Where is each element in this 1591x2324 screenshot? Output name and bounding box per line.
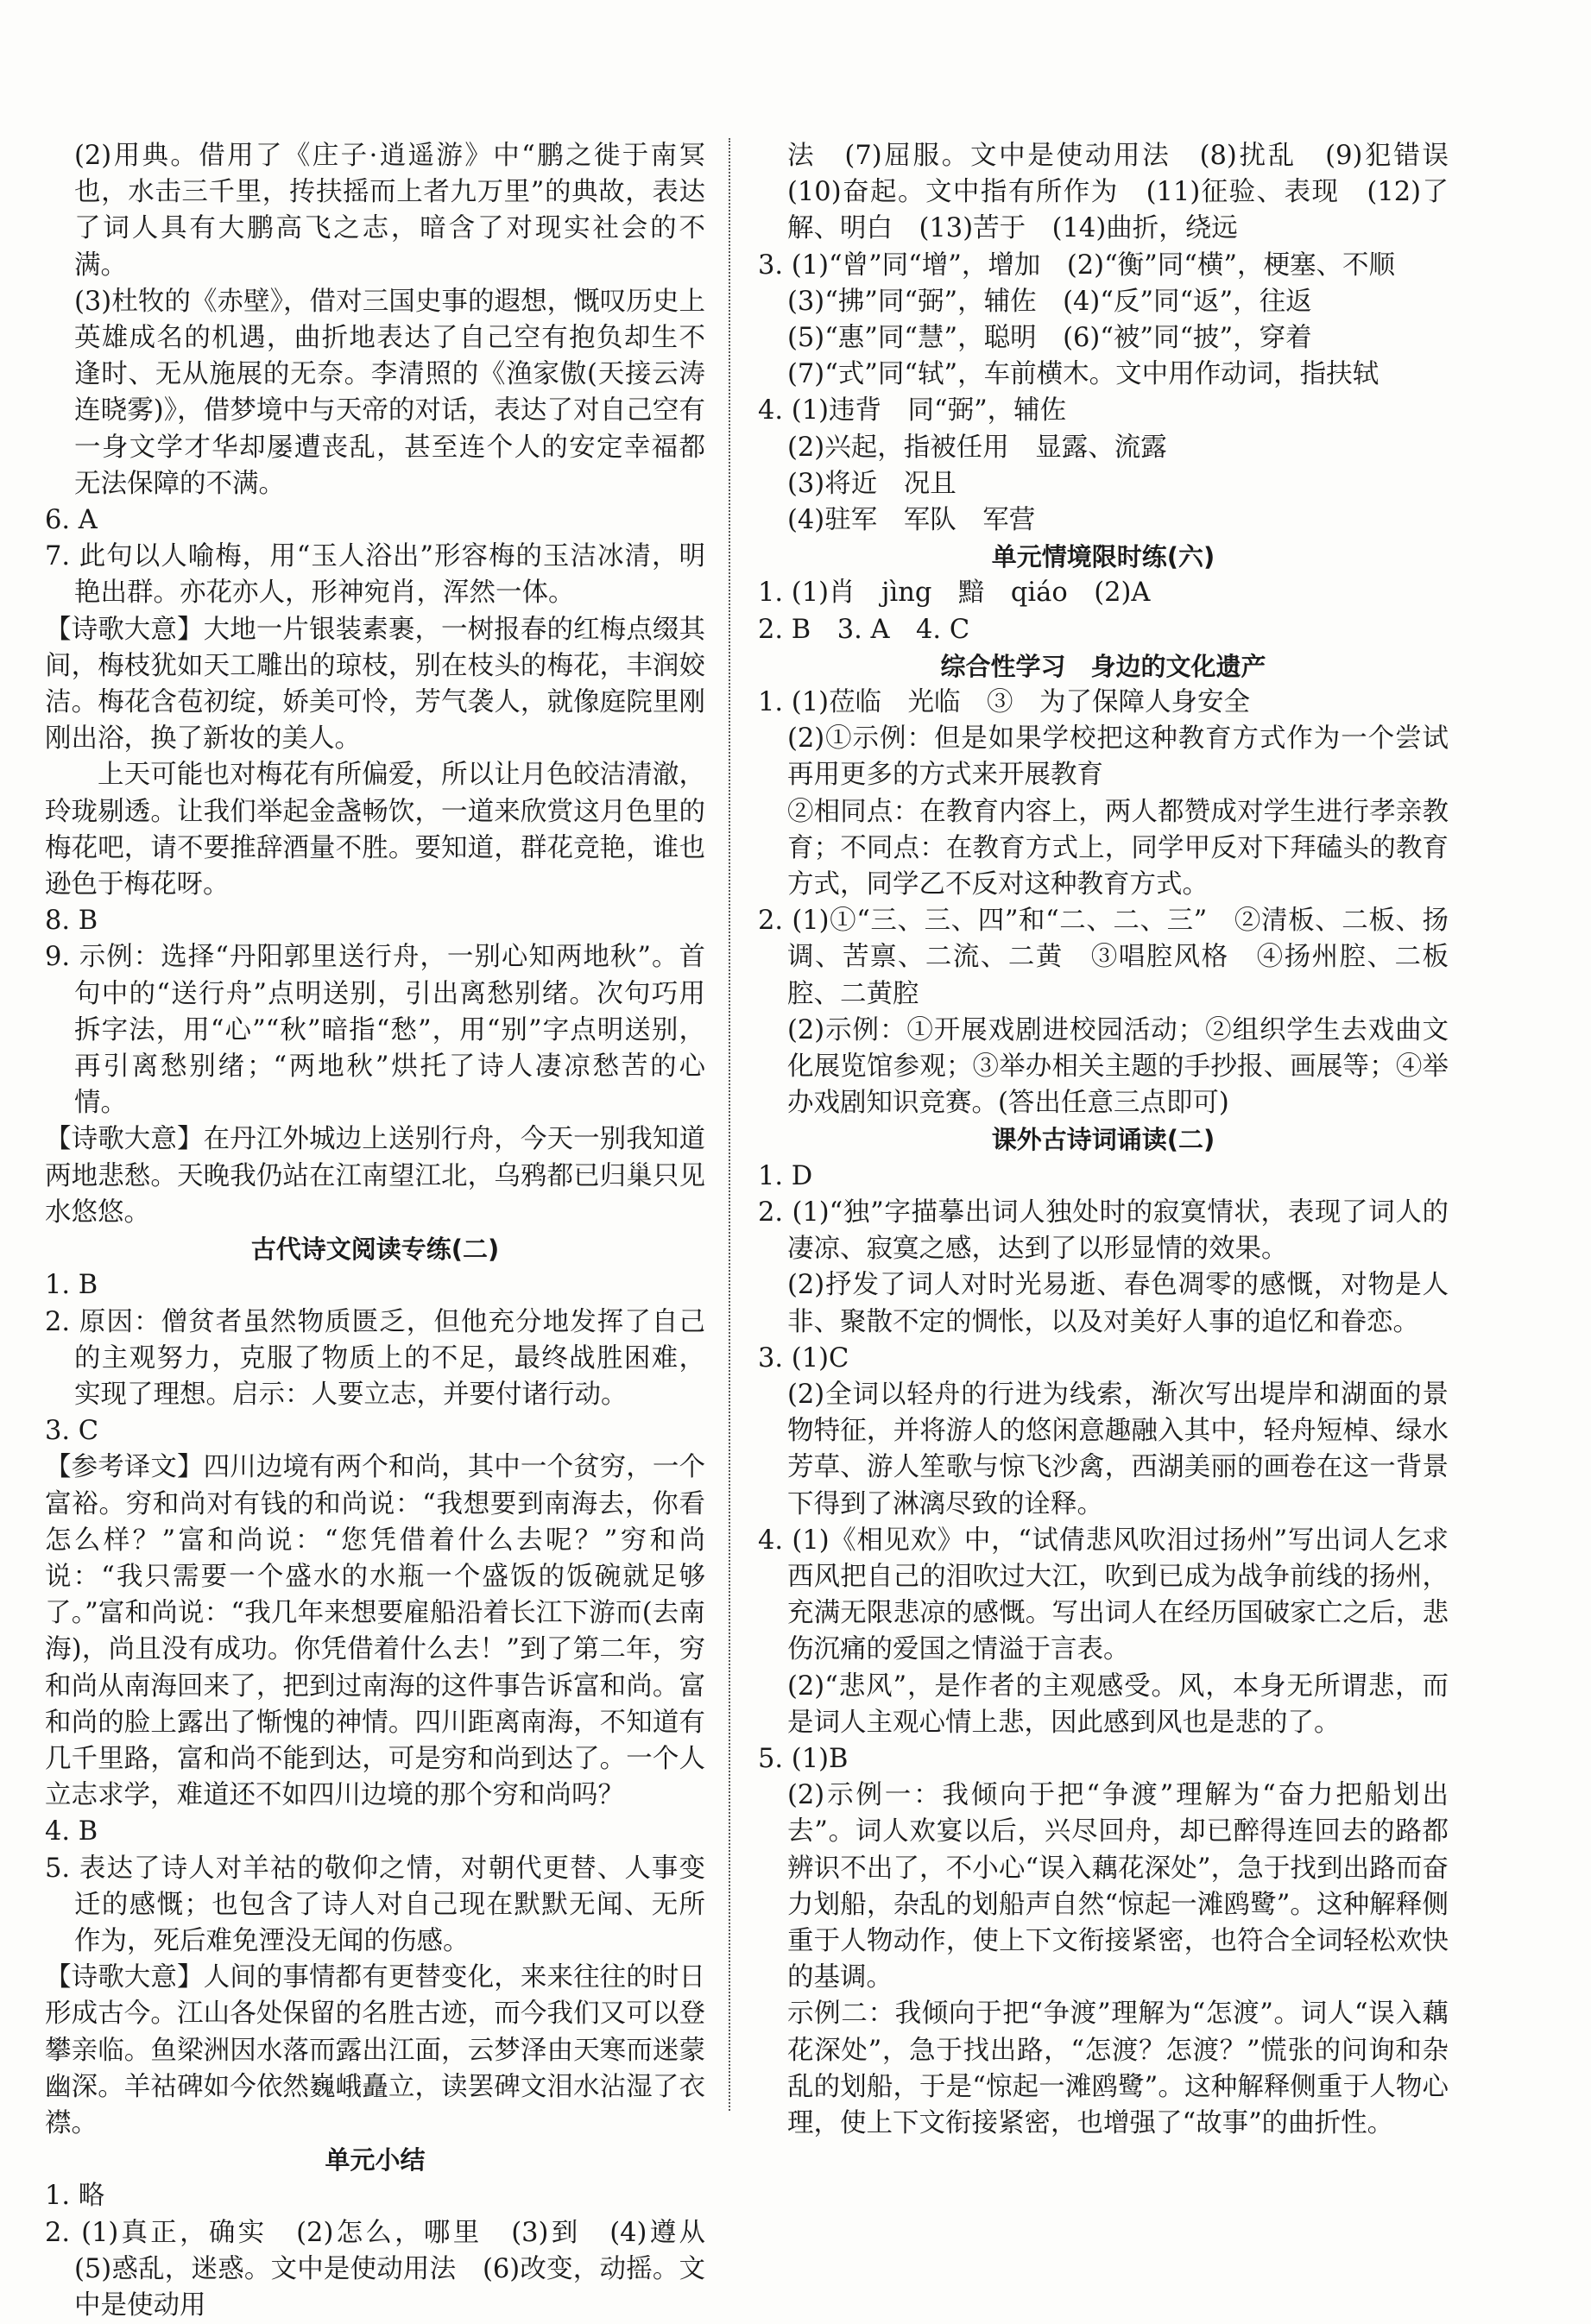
answer-paragraph: 9. 示例：选择“丹阳郭里送行舟，一别心知两地秋”。首句中的“送行舟”点明送别，引出离愁别绪。次句巧用拆字法，用“心”“秋”暗指“愁”，用“别”字点明送别，再引离愁别绪；“两地秋”烘托了诗人凄凉愁苦的心情。 (45, 942, 705, 1119)
answer-paragraph: 1. 略 (45, 2181, 105, 2212)
section-heading: 单元小结 (325, 2145, 426, 2176)
answer-paragraph: (3)将近 况且 (787, 468, 956, 499)
section-heading: 古代诗文阅读专练(二) (250, 1235, 500, 1265)
answer-paragraph: 【诗歌大意】在丹江外城边上送别行舟，今天一别我知道两地悲愁。天晚我仍站在江南望江北，乌鸦都已归巢只见水悠悠。 (45, 1124, 705, 1228)
answer-paragraph: 【诗歌大意】人间的事情都有更替变化，来来往往的时日形成古今。江山各处保留的名胜古迹，而今我们又可以登攀亲临。鱼梁洲因水落而露出江面，云梦泽由天寒而迷蒙幽深。羊祜碑如今依然巍峨矗立，读罢碑文泪水沾湿了衣襟。 (45, 1962, 705, 2138)
answer-paragraph: (2)抒发了词人对时光易逝、春色凋零的感慨，对物是人非、聚散不定的惆怅，以及对美好人事的追忆和眷恋。 (787, 1270, 1449, 1337)
answer-paragraph: 3. (1)C (758, 1342, 849, 1374)
answer-paragraph: 2. B 3. A 4. C (758, 614, 970, 645)
answer-paragraph: 8. B (45, 906, 98, 937)
section-heading: 综合性学习 身边的文化遗产 (940, 651, 1266, 681)
answer-paragraph: (3)杜牧的《赤壁》，借对三国史事的遐想，慨叹历史上英雄成名的机遇，曲折地表达了自己空有抱负却生不逢时、无从施展的无奈。李清照的《渔家傲(天接云涛连晓雾)》，借梦境中与天帝的对话，表达了对自己空有一身文学才华却屡遭丧乱，甚至连个人的安定幸福都无法保障的不满。 (74, 286, 705, 499)
left-column (45, 138, 732, 2324)
answer-paragraph: (2)兴起，指被任用 显露、流露 (787, 432, 1167, 463)
answer-paragraph: 【参考译文】四川边境有两个和尚，其中一个贫穷，一个富裕。穷和尚对有钱的和尚说：“我想要到南海去，你看怎么样？”富和尚说：“您凭借着什么去呢？”穷和尚说：“我只需要一个盛水的水瓶一个盛饭的饭碗就足够了。”富和尚说：“我几年来想要雇船沿着长江下游而(去南海)，尚且没有成功。你凭借着什么去！”到了第二年，穷和尚从南海回来了，把到过南海的这件事告诉富和尚。富和尚的脸上露出了惭愧的神情。四川距离南海，不知道有几千里路，富和尚不能到达，可是穷和尚到达了。一个人立志求学，难道还不如四川边境的那个穷和尚吗？ (45, 1452, 705, 1811)
answer-paragraph: 1. B (45, 1270, 98, 1301)
answer-paragraph: 6. A (45, 505, 98, 536)
answer-paragraph: ②相同点：在教育内容上，两人都赞成对学生进行孝亲教育；不同点：在教育方式上，同学甲反对下拜磕头的教育方式，同学乙不反对这种教育方式。 (787, 796, 1449, 900)
answer-paragraph: 5. 表达了诗人对羊祜的敬仰之情，对朝代更替、人事变迁的感慨；也包含了诗人对自己现在默默无闻、无所作为，死后难免湮没无闻的伤感。 (45, 1853, 705, 1956)
answer-paragraph: (2)用典。借用了《庄子·逍遥游》中“鹏之徙于南冥也，水击三千里，抟扶摇而上者九万里”的典故，表达了词人具有大鹏高飞之志，暗含了对现实社会的不满。 (74, 141, 705, 281)
answer-paragraph: 1. (1)莅临 光临 ③ 为了保障人身安全 (758, 687, 1250, 718)
answer-paragraph: 5. (1)B (758, 1743, 849, 1774)
answer-paragraph: (2)全词以轻舟的行进为线索，渐次写出堤岸和湖面的景物特征，并将游人的悠闲意趣融入其中，轻舟短棹、绿水芳草、游人笙歌与惊飞沙禽，西湖美丽的画卷在这一背景下得到了淋漓尽致的诠释。 (787, 1379, 1449, 1519)
answer-paragraph: (2)“悲风”，是作者的主观感受。风，本身无所谓悲，而是词人主观心情上悲，因此感到风也是悲的了。 (787, 1670, 1449, 1738)
section-heading: 课外古诗词诵读(二) (991, 1125, 1215, 1155)
answer-paragraph: (4)驻军 军队 军营 (787, 505, 1036, 536)
answer-paragraph: 上天可能也对梅花有所偏爱，所以让月色皎洁清澈，玲珑剔透。让我们举起金盏畅饮，一道来欣赏这月色里的梅花吧，请不要推辞酒量不胜。要知道，群花竞艳，谁也逊色于梅花呀。 (45, 760, 705, 900)
answer-paragraph: 法 (7)屈服。文中是使动用法 (8)扰乱 (9)犯错误 (10)奋起。文中指有所作为 (11)征验、表现 (12)了解、明白 (13)苦于 (14)曲折，绕远 (787, 141, 1475, 244)
answer-paragraph: 2. (1)“独”字描摹出词人独处时的寂寞情状，表现了词人的凄凉、寂寞之感，达到了以形显情的效果。 (758, 1197, 1449, 1265)
answer-paragraph: (2)①示例：但是如果学校把这种教育方式作为一个尝试再用更多的方式来开展教育 (787, 723, 1449, 791)
answer-paragraph: 3. (1)“曾”同“增”，增加 (2)“衡”同“横”，梗塞、不顺 (758, 249, 1395, 281)
answer-paragraph: 2. (1)真正，确实 (2)怎么，哪里 (3)到 (4)遵从 (5)惑乱，迷惑。文中是使动用法 (6)改变，动摇。文中是使动用 (45, 2217, 732, 2321)
answer-paragraph: 3. C (45, 1416, 99, 1447)
answer-paragraph: (2)示例：①开展戏剧进校园活动；②组织学生去戏曲文化展览馆参观；③举办相关主题的手抄报、画展等；④举办戏剧知识竞赛。(答出任意三点即可) (787, 1014, 1449, 1119)
answer-paragraph: 1. D (758, 1160, 813, 1191)
answer-paragraph: 2. (1)①“三、三、四”和“二、二、三” ②清板、二板、扬调、苦禀、二流、二黄 ③唱腔风格 ④扬州腔、二板腔、二黄腔 (758, 906, 1449, 1009)
answer-paragraph: (3)“拂”同“弼”，辅佐 (4)“反”同“返”，往返 (787, 286, 1312, 317)
answer-paragraph: 【诗歌大意】大地一片银装素裹，一树报春的红梅点缀其间，梅枝犹如天工雕出的琼枝，别在枝头的梅花，丰润姣洁。梅花含苞初绽，娇美可怜，芳气袭人，就像庭院里刚刚出浴，换了新妆的美人。 (45, 614, 705, 755)
answer-paragraph: 4. (1)《相见欢》中，“试倩悲风吹泪过扬州”写出词人乞求西风把自己的泪吹过大江，吹到已成为战争前线的扬州，充满无限悲凉的感慨。写出词人在经历国破家亡之后，悲伤沉痛的爱国之情溢于言表。 (758, 1525, 1449, 1665)
section-heading: 单元情境限时练(六) (991, 542, 1215, 572)
answer-paragraph: (7)“式”同“轼”，车前横木。文中用作动词，指扶轼 (787, 359, 1379, 390)
answer-paragraph: (5)“惠”同“慧”，聪明 (6)“被”同“披”，穿着 (787, 323, 1312, 354)
answer-paragraph: 7. 此句以人喻梅，用“玉人浴出”形容梅的玉洁冰清，明艳出群。亦花亦人，形神宛肖，浑然一体。 (45, 541, 705, 609)
column-divider (729, 138, 730, 2111)
answer-paragraph: 4. (1)违背 同“弼”，辅佐 (758, 395, 1067, 426)
answer-paragraph: 4. B (45, 1816, 98, 1847)
answer-paragraph: 示例二：我倾向于把“争渡”理解为“怎渡”。词人“误入藕花深处”，急于找出路，“怎渡？怎渡？”慌张的问询和杂乱的划船，于是“惊起一滩鸥鹭”。这种解释侧重于人物心理，使上下文衔接紧密，也增强了“故事”的曲折性。 (787, 1999, 1449, 2138)
right-column (758, 138, 1475, 2142)
answer-paragraph: (2)示例一：我倾向于把“争渡”理解为“奋力把船划出去”。词人欢宴以后，兴尽回舟，却已醉得连回去的路都辨识不出了，不小心“误入藕花深处”，急于找到出路而奋力划船，杂乱的划船声自然“惊起一滩鸥鹭”。这种解释侧重于人物动作，使上下文衔接紧密，也符合全词轻松欢快的基调。 (787, 1780, 1449, 1993)
answer-paragraph: 1. (1)肖 jìng 黯 qiáo (2)A (758, 578, 1151, 609)
answer-paragraph: 2. 原因：僧贫者虽然物质匮乏，但他充分地发挥了自己的主观努力，克服了物质上的不足，最终战胜困难，实现了理想。启示：人要立志，并要付诸行动。 (45, 1306, 705, 1410)
